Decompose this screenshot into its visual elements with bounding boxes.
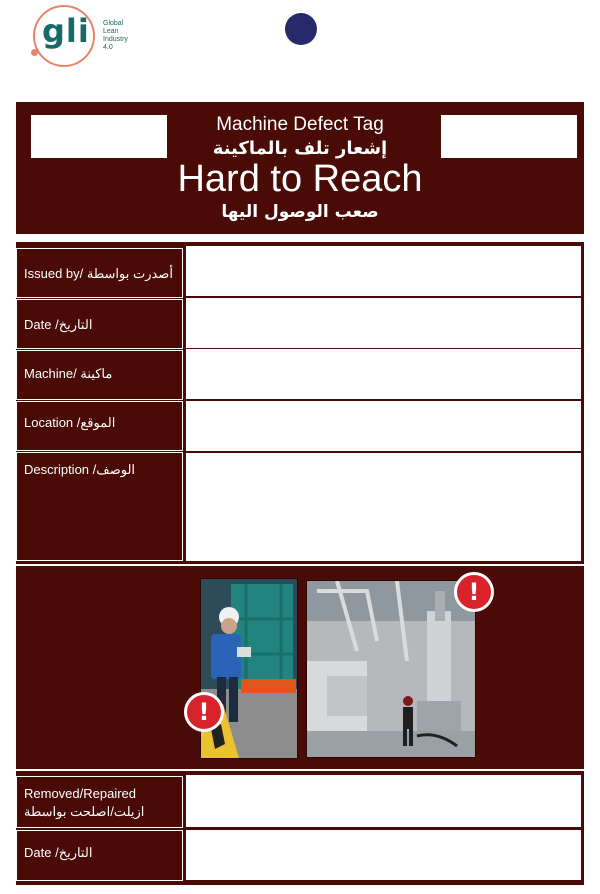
location-label <box>16 401 183 451</box>
factory-floor-photo <box>306 580 476 758</box>
warning-icon-right <box>454 572 494 612</box>
removed-repaired-label-ar: ازيلت/اصلحت بواسطة <box>24 804 145 819</box>
tag-category-en: Hard to Reach <box>177 158 423 200</box>
worker-inspection-photo <box>200 578 298 759</box>
logo-tagline <box>103 20 128 52</box>
date-field[interactable] <box>186 298 581 348</box>
issued-by-field[interactable] <box>186 246 581 296</box>
location-field[interactable] <box>186 401 581 451</box>
removed-repaired-label <box>16 776 183 828</box>
date-label <box>16 299 183 349</box>
removed-repaired-label-en: Removed/Repaired <box>24 786 137 801</box>
repair-date-label <box>16 830 183 881</box>
removed-repaired-field[interactable] <box>186 775 581 827</box>
warning-icon-glyph: ! <box>468 578 480 606</box>
photo-section <box>16 566 584 769</box>
issued-by-label-text: Issued by/ أصدرت بواسطة <box>24 266 173 281</box>
warning-icon-glyph: ! <box>198 698 210 726</box>
tag-title-ar: إشعار تلف بالماكينة <box>212 138 388 159</box>
worker-inspection-illustration <box>198 579 297 758</box>
tag-category-ar: صعب الوصول اليها <box>221 202 379 222</box>
issued-by-label <box>16 248 183 298</box>
tag-title-en: Machine Defect Tag <box>216 114 384 135</box>
machine-label-text: Machine/ ماكينة <box>24 366 113 381</box>
repair-date-label-text: Date /التاريخ <box>24 845 93 860</box>
description-field[interactable] <box>186 453 581 561</box>
logo-tagline-line: 4.0 <box>103 44 113 51</box>
logo-tagline-line: Lean <box>103 28 119 35</box>
logo-tagline-line: Global <box>103 20 124 27</box>
logo-mark: gli <box>42 12 90 50</box>
machine-field[interactable] <box>186 349 581 399</box>
logo-tagline-line: Industry <box>103 36 128 43</box>
location-label-text: Location /الموقع <box>24 415 116 430</box>
description-label <box>16 452 183 561</box>
repair-date-field[interactable] <box>186 830 581 880</box>
tag-punch-hole <box>285 13 317 45</box>
date-label-text: Date /التاريخ <box>24 317 93 332</box>
logo-dot <box>31 49 38 56</box>
description-label-text: Description /الوصف <box>24 462 136 477</box>
machine-label <box>16 350 183 400</box>
warning-icon-left <box>184 692 224 732</box>
factory-floor-illustration <box>307 581 475 757</box>
